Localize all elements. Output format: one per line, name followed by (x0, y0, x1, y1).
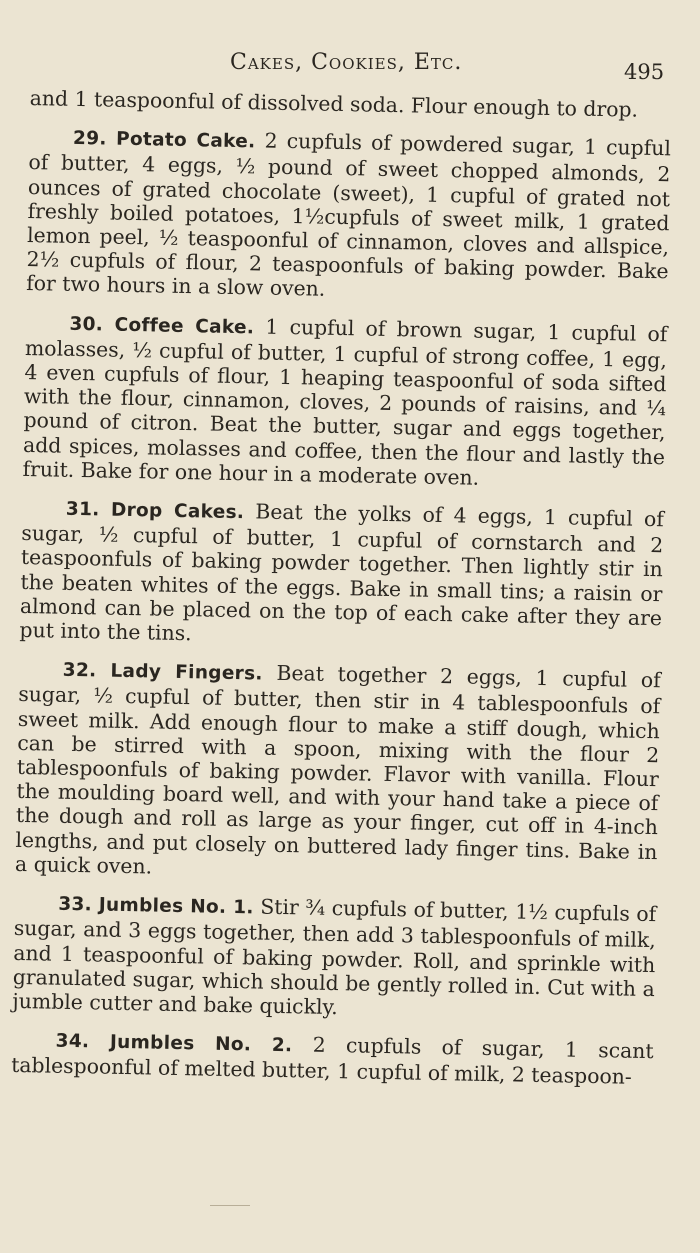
recipe-title: 33. Jumbles No. 1. (58, 893, 254, 919)
recipe-text: Beat together 2 eggs, 1 cupful of sugar, ½ cupful of butter, then stir in 4 tablespoonfuls of sweet milk. Add enough flour to make a stiff dough, which can be stirred with a spoon, mixing with the flour 2 tablespoonfuls of baking powder. Flavor with vanilla. Flour the moulding board well, and with your hand take a piece of the dough and roll as large as your finger, cut off in 4-inch lengths, and put closely on buttered lady finger tins. Bake in a quick oven. (14, 661, 661, 879)
page-header (0, 50, 700, 84)
recipe-lady-fingers (15, 656, 661, 888)
continuation-paragraph: and 1 teaspoonful of dissolved soda. Flour enough to drop. (29, 86, 639, 122)
recipe-text: 2 cupfuls of sugar, 1 scant tablespoonful of melted butter, 1 cupful of milk, 2 teaspoon- (10, 1032, 654, 1090)
page-body (11, 86, 672, 1090)
recipe-drop-cakes (19, 495, 664, 655)
recipe-text: 2 cupfuls of powdered sugar, 1 cupful of butter, 4 eggs, ½ pound of sweet chopped almonds, 2 ounces of grated chocolate (sweet), 1 cupful of grated not freshly boiled potatoes, 1½cupfuls of sweet milk, 1 grated lemon peel, ½ teaspoonful of cinnamon, cloves and allspice, 2½ cupfuls of flour, 2 teaspoonfuls of baking powder. Bake for two hours in a slow oven. (25, 128, 672, 302)
recipe-potato-cake (26, 124, 671, 308)
recipe-title: 29. Potato Cake. (72, 128, 256, 153)
recipe-text: Stir ¾ cupfuls of butter, 1½ cupfuls of sugar, and 3 eggs together, then add 3 tablespoonfuls of milk, and 1 teaspoonful of baking powder. Roll, and sprinkle with granulated sugar, which should be gently rolled in. Cut with a jumble cutter and bake quickly. (12, 894, 657, 1019)
recipe-coffee-cake (22, 310, 667, 494)
page-number: 495 (624, 60, 665, 84)
running-head: Cakes, Cookies, Etc. (230, 50, 463, 75)
recipe-text: Beat the yolks of 4 eggs, 1 cupful of sugar, ½ cupful of butter, 1 cupful of cornstarch and 2 teaspoonfuls of baking powder together. Then lightly stir in the beaten whites of the eggs. Bake in small tins; a raisin or almond can be placed on the top of each cake after they are put into the tins. (19, 499, 665, 646)
recipe-title: 30. Coffee Cake. (69, 313, 255, 338)
recipe-text: 1 cupful of brown sugar, 1 cupful of molasses, ½ cupful of butter, 1 cupful of strong coffee, 1 egg, 4 even cupfuls of flour, 1 heaping teaspoonful of soda sifted with the flour, cinnamon, cloves, 2 pounds of raisins, and ¼ pound of citron. Beat the butter, sugar and eggs together, add spices, molasses and coffee, then the flour and lastly the fruit. Bake for one hour in a moderate oven. (22, 314, 668, 490)
recipe-title: 31. Drop Cakes. (65, 498, 245, 524)
recipe-title: 34. Jumbles No. 2. (55, 1030, 293, 1057)
recipe-jumbles-no-2 (11, 1027, 654, 1090)
recipe-title: 32. Lady Fingers. (62, 660, 263, 685)
recipe-jumbles-no-1 (12, 890, 656, 1025)
bottom-rule (210, 1205, 250, 1206)
